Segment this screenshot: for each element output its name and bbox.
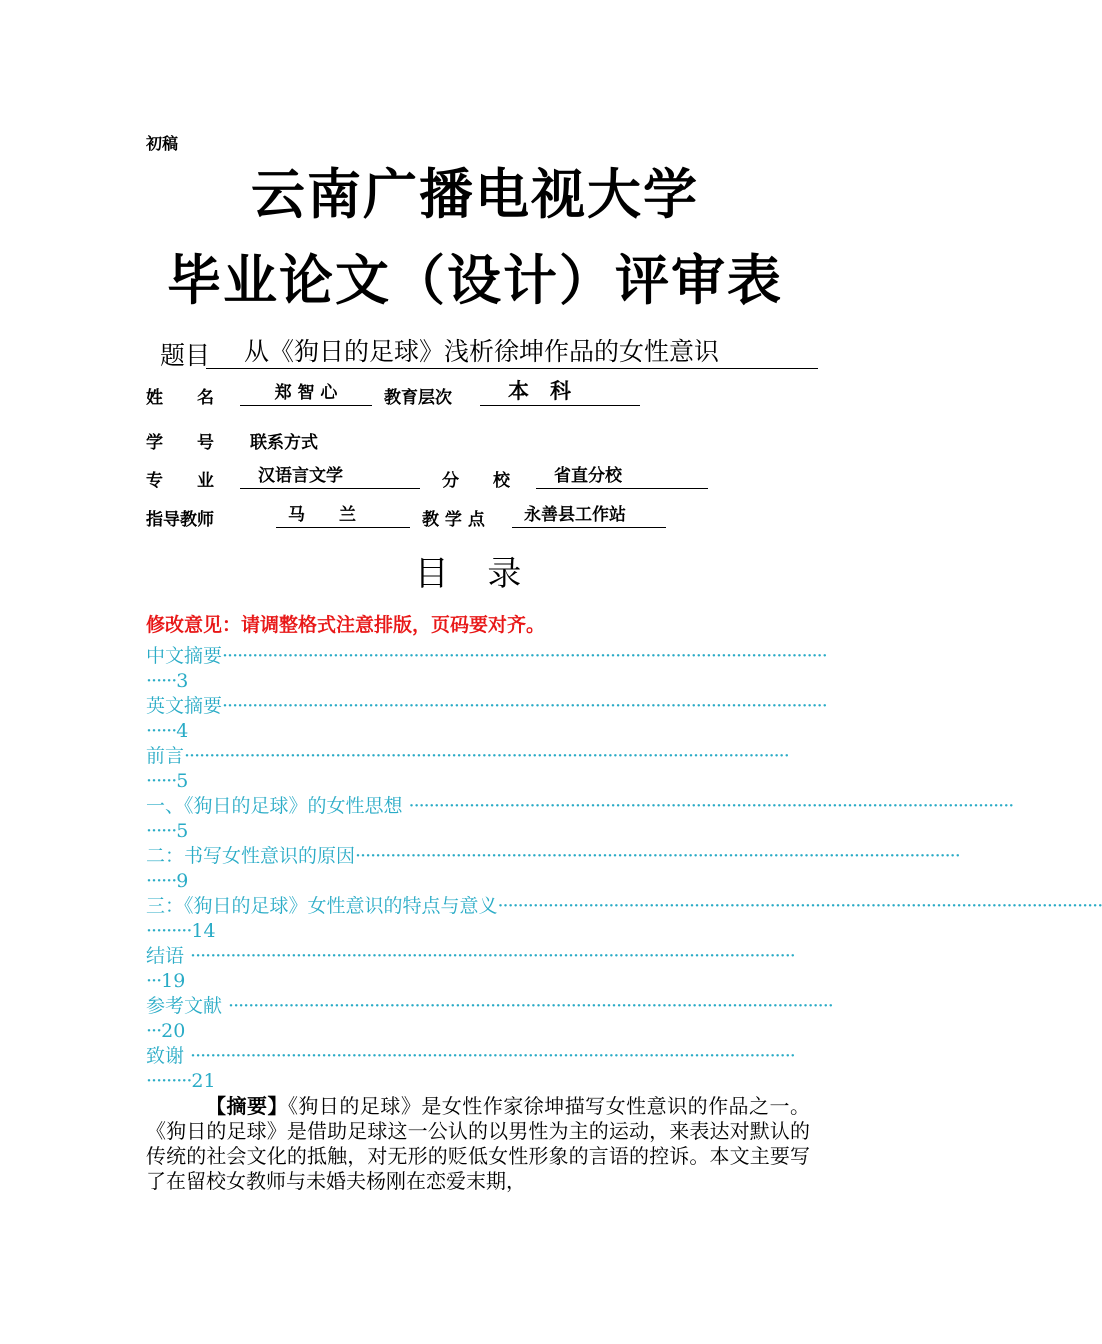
toc-dot-leader: ························································································································ — [222, 645, 827, 667]
contact-label: 联系方式 — [250, 433, 318, 453]
toc-dot-leader: ························································································································ — [408, 795, 1014, 817]
toc-title: 目 录 — [414, 554, 536, 594]
toc-item[interactable] — [146, 794, 1014, 844]
toc-item-page: 19 — [161, 970, 186, 992]
toc-item[interactable] — [146, 844, 960, 894]
toc-item[interactable] — [146, 1044, 826, 1094]
toc-item[interactable] — [146, 644, 826, 694]
toc-item-page: 21 — [191, 1070, 216, 1092]
site-label: 教 学 点 — [422, 510, 485, 530]
toc-item-page: 3 — [176, 670, 189, 692]
toc-item[interactable] — [146, 894, 1102, 944]
toc-item-title: 致谢 — [146, 1045, 191, 1067]
table-of-contents — [146, 644, 1102, 1094]
toc-item-page: 5 — [176, 770, 189, 792]
toc-dot-leader: ··· — [146, 1020, 162, 1042]
toc-dot-leader: ························································································································ — [355, 845, 960, 867]
toc-item-page: 20 — [161, 1020, 186, 1042]
toc-dot-leader: ········· — [146, 1070, 192, 1092]
toc-item[interactable] — [146, 944, 826, 994]
major-label: 专 业 — [146, 471, 214, 491]
toc-item[interactable] — [146, 744, 826, 794]
toc-dot-leader: ························································································································ — [222, 695, 827, 717]
abstract-text: 《狗日的足球》是女性作家徐坤描写女性意识的作品之一。《狗日的足球》是借助足球这一公认的以男性为主的运动，来表达对默认的传统的社会文化的抵触，对无形的贬低女性形象的言语的控诉。本文主要写了在留校女教师与未婚夫杨刚在恋爱末期， — [146, 1094, 811, 1193]
form-title: 毕业论文（设计）评审表 — [167, 249, 783, 312]
toc-dot-leader: ······ — [146, 820, 177, 842]
abstract — [146, 1094, 810, 1194]
toc-dot-leader: ······ — [146, 670, 177, 692]
toc-item-title: 英文摘要 — [146, 695, 223, 717]
topic-label: 题目 — [160, 341, 211, 370]
toc-item[interactable] — [146, 694, 826, 744]
toc-dot-leader: ········· — [146, 920, 192, 942]
toc-item-title: 前言 — [146, 745, 185, 767]
branch-value: 省直分校 — [536, 464, 708, 489]
toc-item-page: 4 — [176, 720, 189, 742]
toc-dot-leader: ··· — [146, 970, 162, 992]
branch-label: 分 校 — [442, 471, 510, 491]
toc-item[interactable] — [146, 994, 833, 1044]
toc-dot-leader: ······ — [146, 770, 177, 792]
major-value: 汉语言文学 — [240, 464, 420, 489]
revision-note: 修改意见：请调整格式注意排版，页码要对齐。 — [146, 614, 546, 636]
toc-item-title: 二：书写女性意识的原因 — [146, 845, 356, 867]
toc-item-page: 5 — [176, 820, 189, 842]
student-id-label: 学 号 — [146, 433, 214, 453]
toc-item-title: 一、《狗日的足球》的女性思想 — [146, 795, 409, 817]
toc-dot-leader: ························································································································ — [190, 1045, 795, 1067]
toc-item-page: 9 — [176, 870, 189, 892]
toc-item-title: 结语 — [146, 945, 191, 967]
level-label: 教育层次 — [384, 388, 452, 408]
site-value: 永善县工作站 — [512, 503, 666, 528]
topic-value: 从《狗日的足球》浅析徐坤作品的女性意识 — [206, 336, 818, 369]
toc-item-title: 三：《狗日的足球》女性意识的特点与意义 — [146, 895, 498, 917]
toc-dot-leader: ······ — [146, 720, 177, 742]
toc-item-title: 中文摘要 — [146, 645, 223, 667]
toc-dot-leader: ························································································································ — [497, 895, 1102, 917]
university-title: 云南广播电视大学 — [251, 163, 699, 226]
toc-dot-leader: ························································································································ — [228, 995, 833, 1017]
draft-label: 初稿 — [146, 134, 179, 153]
toc-item-title: 参考文献 — [146, 995, 229, 1017]
advisor-value: 马 兰 — [276, 503, 410, 528]
level-value: 本 科 — [480, 377, 640, 406]
toc-dot-leader: ······ — [146, 870, 177, 892]
name-value: 郑 智 心 — [240, 381, 372, 406]
toc-dot-leader: ························································································································ — [190, 945, 795, 967]
advisor-label: 指导教师 — [146, 510, 214, 530]
toc-item-page: 14 — [191, 920, 216, 942]
toc-dot-leader: ························································································································ — [184, 745, 789, 767]
name-label: 姓 名 — [146, 388, 214, 408]
abstract-keyword: 【摘要】 — [206, 1094, 288, 1118]
